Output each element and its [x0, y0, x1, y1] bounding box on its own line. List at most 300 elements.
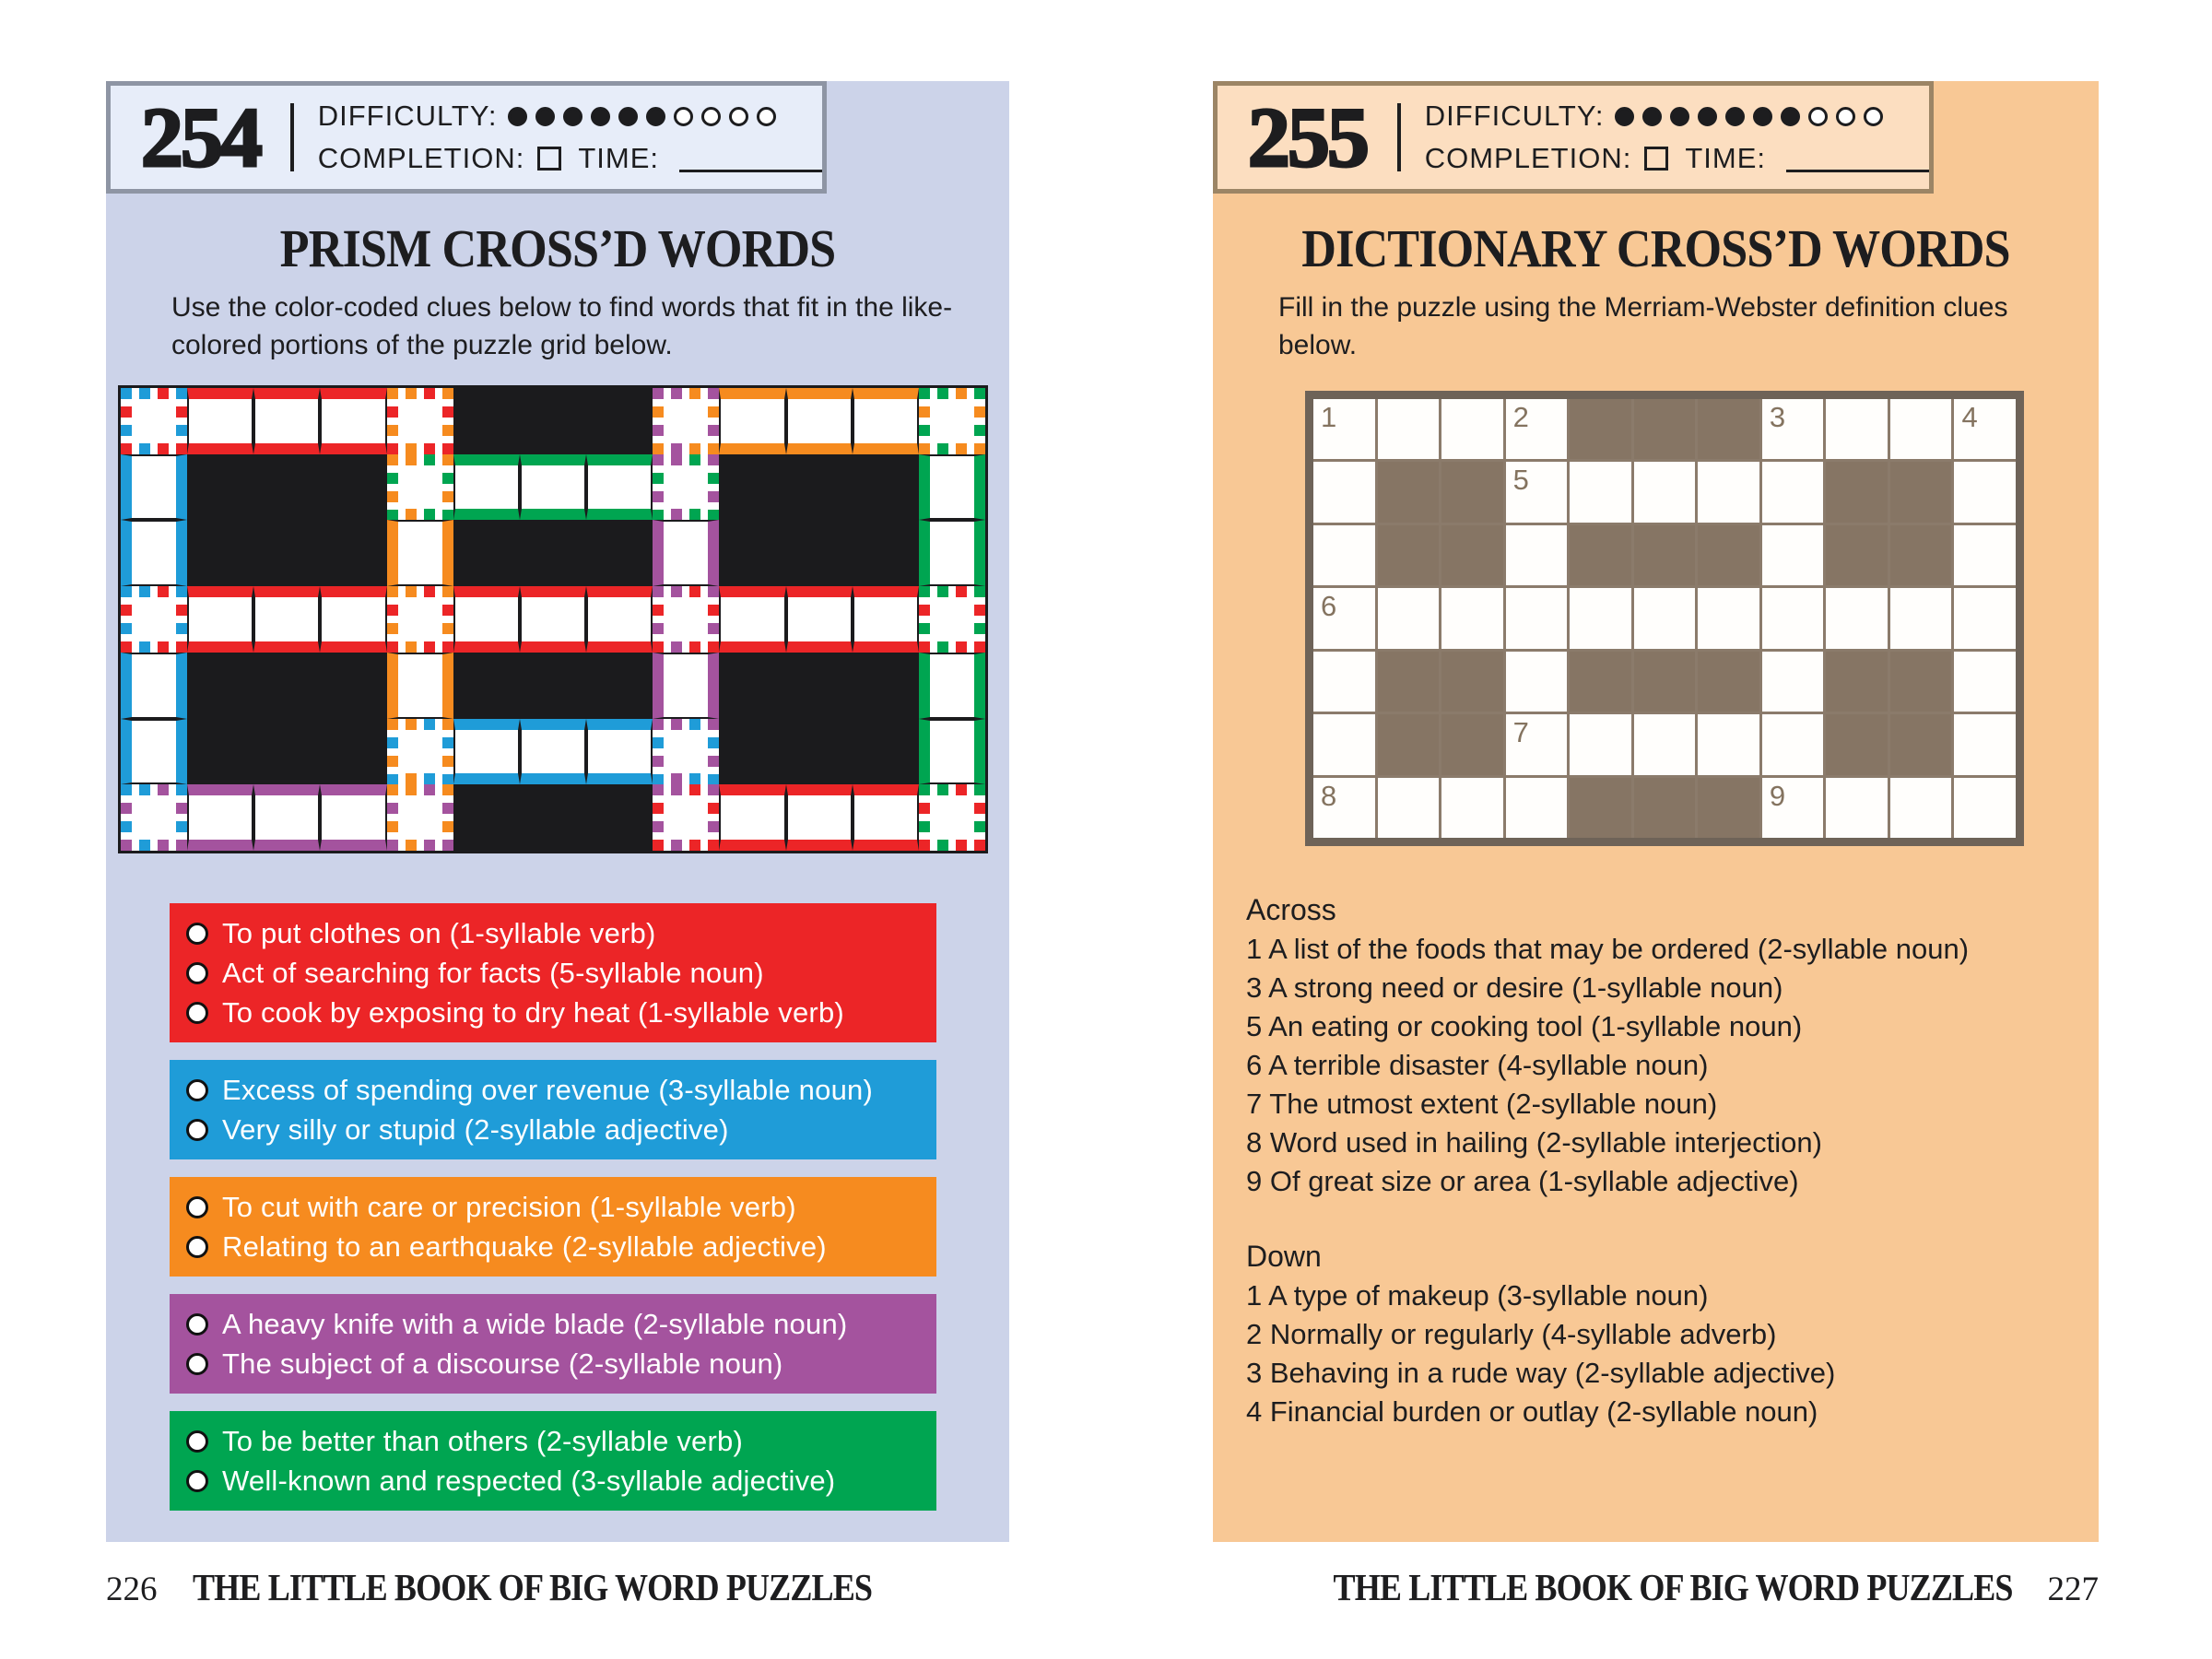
footer-left: [106, 1565, 964, 1609]
blocked-cell: [786, 520, 853, 586]
blocked-cell: [187, 454, 253, 521]
letter-cell[interactable]: [1506, 778, 1568, 838]
blocked-cell: [586, 653, 653, 719]
letter-cell-purple[interactable]: [653, 653, 719, 719]
dashed-border-strip: [121, 586, 132, 653]
difficulty-dot-filled: [1753, 107, 1772, 126]
dashed-border-strip: [176, 388, 187, 454]
letter-cell-orange[interactable]: [387, 653, 453, 719]
letter-cell-green[interactable]: [520, 454, 586, 521]
difficulty-dot-empty: [1836, 107, 1855, 126]
letter-cell-red[interactable]: [187, 388, 253, 454]
letter-cell[interactable]: [1506, 525, 1568, 585]
clue-line-3: 3 Behaving in a rude way (2-syllable adjective): [1246, 1357, 1836, 1389]
clue-text: To put clothes on (1-syllable verb): [222, 916, 656, 949]
clue-bullet-circle[interactable]: [186, 1353, 208, 1375]
clue-line-4: 4 Financial burden or outlay (2-syllable noun): [1246, 1395, 1818, 1428]
clue-bullet-circle[interactable]: [186, 1236, 208, 1258]
letter-cell-green[interactable]: [919, 653, 985, 719]
difficulty-dot-filled: [646, 107, 665, 126]
blocked-cell: [1826, 525, 1888, 585]
blocked-cell: [1441, 652, 1503, 712]
clue-bullet-circle[interactable]: [186, 1079, 208, 1101]
clue-item: [186, 1070, 927, 1110]
blocked-cell: [1698, 399, 1759, 459]
dashed-border-strip: [442, 586, 453, 653]
blocked-cell: [586, 784, 653, 851]
letter-cell-blue[interactable]: [121, 719, 187, 785]
footer-right: [1213, 1565, 2099, 1609]
letter-cell-blue[interactable]: [121, 454, 187, 521]
clue-bullet-circle[interactable]: [186, 1002, 208, 1024]
numbered-cell-1[interactable]: [1313, 399, 1375, 459]
dashed-border-strip: [387, 388, 398, 454]
letter-cell-blue[interactable]: [453, 719, 520, 785]
page-number: 226: [106, 1571, 158, 1608]
letter-cell-purple[interactable]: [653, 520, 719, 586]
dashed-border-strip: [653, 586, 664, 653]
letter-cell-orange[interactable]: [719, 388, 785, 454]
difficulty-dot-filled: [1725, 107, 1745, 126]
blocked-cell: [253, 653, 320, 719]
numbered-cell-7[interactable]: [1506, 714, 1568, 774]
letter-cell-purple[interactable]: [187, 784, 253, 851]
clue-text: Act of searching for facts (5-syllable noun): [222, 956, 764, 989]
blocked-cell: [453, 520, 520, 586]
dashed-border-strip: [387, 784, 398, 851]
letter-cell-orange[interactable]: [853, 388, 919, 454]
page-title: DICTIONARY CROSS’D WORDS: [1301, 218, 2010, 278]
blocked-cell: [1698, 525, 1759, 585]
letter-cell-purple[interactable]: [253, 784, 320, 851]
blocked-cell: [853, 520, 919, 586]
time-entry-line[interactable]: [1786, 146, 1929, 172]
difficulty-dot-filled: [618, 107, 638, 126]
blocked-cell: [1890, 525, 1952, 585]
numbered-cell-5[interactable]: [1506, 462, 1568, 522]
letter-cell[interactable]: [1634, 462, 1696, 522]
numbered-cell-9[interactable]: [1762, 778, 1824, 838]
difficulty-dot-filled: [1698, 107, 1717, 126]
puzzle-number: 255: [1247, 90, 1367, 184]
blocked-cell: [719, 454, 785, 521]
puzzle-instructions: Use the color-coded clues below to find words that fit in the like-colored portions of the puzzle grid below.: [171, 292, 953, 360]
blocked-cell: [453, 653, 520, 719]
blocked-cell: [253, 719, 320, 785]
clue-item: [186, 953, 927, 993]
difficulty-dot-filled: [508, 107, 527, 126]
dashed-border-strip: [708, 784, 719, 851]
dashed-border-strip: [387, 454, 398, 521]
numbered-cell-3[interactable]: [1762, 399, 1824, 459]
clue-line-5: 5 An eating or cooking tool (1-syllable noun): [1246, 1010, 1803, 1042]
difficulty-label: DIFFICULTY:: [317, 100, 498, 132]
numbered-cell-2[interactable]: [1506, 399, 1568, 459]
clue-line-1: 1 A type of makeup (3-syllable noun): [1246, 1279, 1709, 1312]
letter-cell[interactable]: [1506, 588, 1568, 648]
page-title: PRISM CROSS’D WORDS: [279, 218, 836, 278]
clue-bullet-circle[interactable]: [186, 1470, 208, 1492]
letter-cell-red[interactable]: [853, 586, 919, 653]
difficulty-dot-filled: [1781, 107, 1800, 126]
letter-cell[interactable]: [1762, 588, 1824, 648]
blocked-cell: [1634, 399, 1696, 459]
intersection-cell-green-orange[interactable]: [387, 454, 453, 521]
blocked-cell: [1826, 462, 1888, 522]
letter-cell-red[interactable]: [320, 586, 386, 653]
difficulty-label: DIFFICULTY:: [1424, 100, 1605, 132]
puzzle-header-254: [106, 81, 827, 194]
clue-item: [186, 1461, 927, 1500]
letter-cell-red[interactable]: [786, 586, 853, 653]
letter-cell-green[interactable]: [453, 454, 520, 521]
letter-cell[interactable]: [1890, 588, 1952, 648]
dashed-border-strip: [387, 719, 398, 785]
clue-box-green: [170, 1411, 936, 1511]
clue-line-1: 1 A list of the foods that may be ordered (2-syllable noun): [1246, 933, 1970, 965]
letter-cell[interactable]: [1826, 778, 1888, 838]
page-right: [1213, 81, 2099, 1542]
intersection-cell-red-purple[interactable]: [653, 784, 719, 851]
dashed-border-strip: [387, 586, 398, 653]
letter-cell-purple[interactable]: [320, 784, 386, 851]
letter-cell[interactable]: [1826, 399, 1888, 459]
blocked-cell: [320, 719, 386, 785]
dashed-border-strip: [176, 784, 187, 851]
intersection-cell-red-purple[interactable]: [653, 586, 719, 653]
blocked-cell: [520, 520, 586, 586]
letter-cell-green[interactable]: [919, 719, 985, 785]
difficulty-dot-filled: [563, 107, 582, 126]
blocked-cell: [453, 784, 520, 851]
header-divider: [1397, 103, 1401, 171]
letter-cell-red[interactable]: [320, 388, 386, 454]
intersection-cell-red-orange[interactable]: [387, 586, 453, 653]
book-title: THE LITTLE BOOK OF BIG WORD PUZZLES: [192, 1566, 872, 1608]
completion-label: COMPLETION:: [317, 142, 525, 174]
clue-bullet-circle[interactable]: [186, 1119, 208, 1141]
time-entry-line[interactable]: [679, 146, 822, 172]
blocked-cell: [719, 653, 785, 719]
book-title: THE LITTLE BOOK OF BIG WORD PUZZLES: [1333, 1566, 2013, 1608]
difficulty-meter: [1615, 107, 1883, 126]
clue-text: Excess of spending over revenue (3-syllable noun): [222, 1073, 873, 1106]
clue-box-red: [170, 903, 936, 1042]
letter-cell-blue[interactable]: [520, 719, 586, 785]
blocked-cell: [1441, 525, 1503, 585]
intersection-cell-purple-blue[interactable]: [121, 784, 187, 851]
numbered-cell-8[interactable]: [1313, 778, 1375, 838]
clue-line-9: 9 Of great size or area (1-syllable adjective): [1246, 1165, 1799, 1197]
blocked-cell: [187, 520, 253, 586]
clue-text: To be better than others (2-syllable verb): [222, 1424, 743, 1457]
clue-line-2: 2 Normally or regularly (4-syllable adverb): [1246, 1318, 1777, 1350]
difficulty-dot-empty: [729, 107, 748, 126]
cell-number: 9: [1769, 779, 1786, 812]
blocked-cell: [320, 520, 386, 586]
blocked-cell: [786, 653, 853, 719]
cell-number: 3: [1769, 401, 1786, 433]
intersection-cell-red-blue[interactable]: [121, 586, 187, 653]
dashed-border-strip: [708, 719, 719, 785]
letter-cell[interactable]: [1441, 588, 1503, 648]
blocked-cell: [1634, 652, 1696, 712]
letter-cell-blue[interactable]: [121, 653, 187, 719]
letter-cell-green[interactable]: [919, 454, 985, 521]
letter-cell-red[interactable]: [187, 586, 253, 653]
letter-cell-red[interactable]: [586, 586, 653, 653]
dashed-border-strip: [121, 784, 132, 851]
dashed-border-strip: [708, 454, 719, 521]
letter-cell[interactable]: [1378, 778, 1440, 838]
cell-number: 4: [1961, 401, 1978, 433]
dashed-border-strip: [121, 388, 132, 454]
intersection-cell-orange-green[interactable]: [919, 388, 985, 454]
difficulty-dot-empty: [1808, 107, 1828, 126]
puzzle-number: 254: [140, 90, 260, 184]
header-divider: [290, 103, 294, 171]
clue-item: [186, 1227, 927, 1266]
letter-cell[interactable]: [1698, 588, 1759, 648]
letter-cell[interactable]: [1762, 462, 1824, 522]
letter-cell[interactable]: [1634, 588, 1696, 648]
blocked-cell: [1570, 399, 1631, 459]
blocked-cell: [320, 454, 386, 521]
numbered-cell-4[interactable]: [1954, 399, 2016, 459]
clue-text: The subject of a discourse (2-syllable noun): [222, 1347, 783, 1380]
puzzle-instructions: Fill in the puzzle using the Merriam-Webster definition clues below.: [1278, 292, 2008, 360]
dashed-border-strip: [708, 586, 719, 653]
clue-text: To cut with care or precision (1-syllable verb): [222, 1190, 796, 1223]
intersection-cell-blue-purple[interactable]: [653, 719, 719, 785]
dashed-border-strip: [708, 388, 719, 454]
blocked-cell: [1441, 462, 1503, 522]
letter-cell[interactable]: [1762, 652, 1824, 712]
blocked-cell: [853, 719, 919, 785]
cell-number: 5: [1512, 464, 1529, 497]
difficulty-dot-filled: [1642, 107, 1662, 126]
blocked-cell: [1890, 462, 1952, 522]
letter-cell[interactable]: [1954, 462, 2016, 522]
letter-cell[interactable]: [1570, 462, 1631, 522]
blocked-cell: [586, 388, 653, 454]
letter-cell[interactable]: [1762, 525, 1824, 585]
clue-bullet-circle[interactable]: [186, 1313, 208, 1335]
blocked-cell: [1826, 652, 1888, 712]
blocked-cell: [586, 520, 653, 586]
intersection-cell-purple-orange[interactable]: [387, 784, 453, 851]
crossword-grid: [1305, 391, 2024, 846]
dashed-border-strip: [974, 388, 985, 454]
intersection-cell-orange-purple[interactable]: [653, 388, 719, 454]
across-clue-list: [1246, 930, 2076, 1201]
blocked-cell: [1698, 778, 1759, 838]
time-label: TIME:: [578, 142, 659, 174]
letter-cell-red[interactable]: [253, 586, 320, 653]
letter-cell[interactable]: [1826, 588, 1888, 648]
letter-cell[interactable]: [1441, 399, 1503, 459]
completion-checkbox[interactable]: [1644, 147, 1668, 171]
letter-cell[interactable]: [1378, 588, 1440, 648]
prism-puzzle-grid: [118, 385, 988, 853]
clue-box-orange: [170, 1177, 936, 1277]
blocked-cell: [1378, 652, 1440, 712]
blocked-cell: [1570, 778, 1631, 838]
blocked-cell: [187, 719, 253, 785]
difficulty-dot-empty: [1864, 107, 1883, 126]
dashed-border-strip: [442, 784, 453, 851]
clue-line-8: 8 Word used in hailing (2-syllable interjection): [1246, 1126, 1822, 1159]
page-left: [106, 81, 1009, 1542]
cell-number: 8: [1321, 779, 1337, 812]
difficulty-dot-empty: [701, 107, 721, 126]
blocked-cell: [1570, 525, 1631, 585]
dashed-border-strip: [919, 586, 930, 653]
color-clue-boxes: [170, 903, 936, 1528]
difficulty-dot-empty: [757, 107, 776, 126]
intersection-cell-red-green[interactable]: [919, 784, 985, 851]
dashed-border-strip: [919, 388, 930, 454]
clue-item: [186, 1304, 927, 1344]
completion-checkbox[interactable]: [537, 147, 561, 171]
cell-number: 1: [1321, 401, 1337, 433]
letter-cell[interactable]: [1570, 588, 1631, 648]
blocked-cell: [187, 653, 253, 719]
dashed-border-strip: [653, 719, 664, 785]
blocked-cell: [520, 388, 586, 454]
letter-cell[interactable]: [1378, 399, 1440, 459]
letter-cell[interactable]: [1313, 462, 1375, 522]
blocked-cell: [1890, 714, 1952, 774]
intersection-cell-red-green[interactable]: [919, 586, 985, 653]
letter-cell[interactable]: [1506, 652, 1568, 712]
letter-cell-red[interactable]: [719, 784, 785, 851]
difficulty-dot-filled: [1615, 107, 1634, 126]
letter-cell[interactable]: [1698, 462, 1759, 522]
letter-cell-red[interactable]: [786, 784, 853, 851]
clue-text: Relating to an earthquake (2-syllable adjective): [222, 1230, 827, 1263]
blocked-cell: [1634, 778, 1696, 838]
letter-cell-green[interactable]: [919, 520, 985, 586]
intersection-cell-blue-orange[interactable]: [387, 719, 453, 785]
letter-cell-blue[interactable]: [586, 719, 653, 785]
dashed-border-strip: [442, 454, 453, 521]
dashed-border-strip: [974, 784, 985, 851]
letter-cell[interactable]: [1954, 778, 2016, 838]
clue-item: [186, 1421, 927, 1461]
time-label: TIME:: [1685, 142, 1766, 174]
difficulty-dot-filled: [1670, 107, 1689, 126]
clue-bullet-circle[interactable]: [186, 1430, 208, 1453]
clue-line-6: 6 A terrible disaster (4-syllable noun): [1246, 1049, 1709, 1081]
blocked-cell: [786, 719, 853, 785]
blocked-cell: [719, 520, 785, 586]
intersection-cell-green-purple[interactable]: [653, 454, 719, 521]
blocked-cell: [253, 454, 320, 521]
letter-cell[interactable]: [1441, 778, 1503, 838]
letter-cell[interactable]: [1570, 714, 1631, 774]
letter-cell[interactable]: [1698, 714, 1759, 774]
letter-cell-blue[interactable]: [121, 520, 187, 586]
letter-cell-red[interactable]: [453, 586, 520, 653]
cell-number: 7: [1512, 716, 1529, 749]
blocked-cell: [1378, 714, 1440, 774]
blocked-cell: [1378, 525, 1440, 585]
blocked-cell: [1441, 714, 1503, 774]
dashed-border-strip: [974, 586, 985, 653]
blocked-cell: [853, 454, 919, 521]
numbered-cell-6[interactable]: [1313, 588, 1375, 648]
letter-cell-red[interactable]: [853, 784, 919, 851]
letter-cell[interactable]: [1890, 399, 1952, 459]
letter-cell-green[interactable]: [586, 454, 653, 521]
letter-cell[interactable]: [1762, 714, 1824, 774]
blocked-cell: [719, 719, 785, 785]
dashed-border-strip: [176, 586, 187, 653]
intersection-cell-red-orange[interactable]: [387, 388, 453, 454]
blocked-cell: [1378, 462, 1440, 522]
blocked-cell: [1634, 525, 1696, 585]
dashed-border-strip: [919, 784, 930, 851]
letter-cell-red[interactable]: [520, 586, 586, 653]
dashed-border-strip: [653, 784, 664, 851]
clue-box-blue: [170, 1060, 936, 1159]
dashed-border-strip: [442, 719, 453, 785]
letter-cell[interactable]: [1313, 714, 1375, 774]
cell-number: 2: [1512, 401, 1529, 433]
crossword-clues: [1246, 889, 2076, 1431]
across-heading: Across: [1246, 893, 1336, 926]
clue-box-purple: [170, 1294, 936, 1394]
clue-bullet-circle[interactable]: [186, 923, 208, 945]
difficulty-dot-empty: [674, 107, 693, 126]
dashed-border-strip: [653, 388, 664, 454]
letter-cell[interactable]: [1890, 778, 1952, 838]
clue-bullet-circle[interactable]: [186, 1196, 208, 1218]
dashed-border-strip: [653, 454, 664, 521]
intersection-cell-red-blue[interactable]: [121, 388, 187, 454]
blocked-cell: [520, 784, 586, 851]
letter-cell-red[interactable]: [253, 388, 320, 454]
puzzle-header-255: [1213, 81, 1934, 194]
difficulty-meter: [508, 107, 776, 126]
letter-cell[interactable]: [1634, 714, 1696, 774]
completion-label: COMPLETION:: [1424, 142, 1632, 174]
blocked-cell: [786, 454, 853, 521]
blocked-cell: [453, 388, 520, 454]
clue-bullet-circle[interactable]: [186, 962, 208, 984]
clue-text: Very silly or stupid (2-syllable adjective): [222, 1112, 729, 1146]
blocked-cell: [253, 520, 320, 586]
letter-cell-orange[interactable]: [786, 388, 853, 454]
letter-cell-orange[interactable]: [387, 520, 453, 586]
letter-cell-red[interactable]: [719, 586, 785, 653]
letter-cell[interactable]: [1954, 652, 2016, 712]
letter-cell[interactable]: [1313, 525, 1375, 585]
blocked-cell: [520, 653, 586, 719]
difficulty-dot-filled: [535, 107, 555, 126]
letter-cell[interactable]: [1313, 652, 1375, 712]
letter-cell[interactable]: [1954, 588, 2016, 648]
clue-line-7: 7 The utmost extent (2-syllable noun): [1246, 1088, 1718, 1120]
letter-cell[interactable]: [1954, 525, 2016, 585]
cell-number: 6: [1321, 590, 1337, 623]
difficulty-dot-filled: [591, 107, 610, 126]
clue-item: [186, 1110, 927, 1149]
letter-cell[interactable]: [1954, 714, 2016, 774]
dashed-border-strip: [442, 388, 453, 454]
down-clue-list: [1246, 1277, 2076, 1431]
